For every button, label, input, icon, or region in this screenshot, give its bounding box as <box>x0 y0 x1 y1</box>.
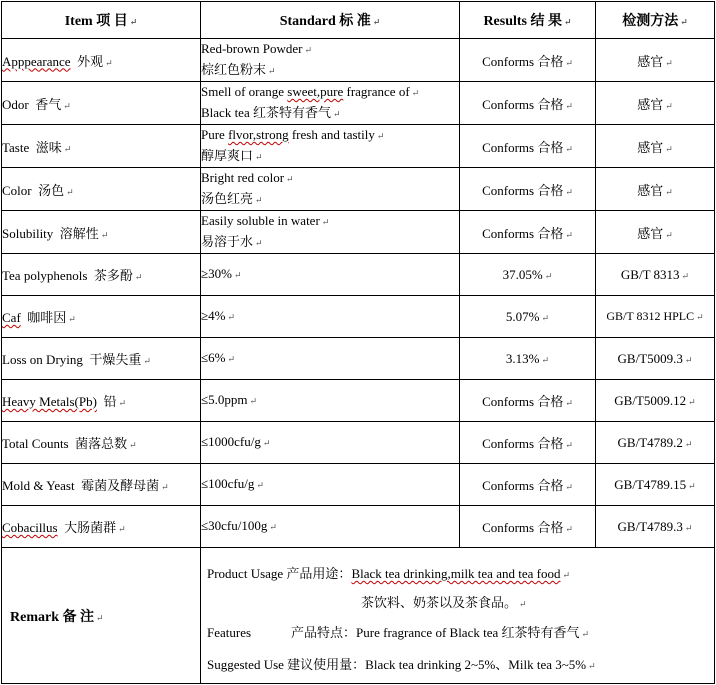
result-value: Conforms 合格 <box>482 96 564 112</box>
standard-cell: Easily soluble in water ↵ 易溶于水 ↵ <box>201 211 460 254</box>
table-row <box>2 338 715 380</box>
item-cn: 汤色 <box>38 182 65 198</box>
method-cell: GB/T4789.15 ↵ <box>596 464 715 506</box>
method-value: GB/T5009.3 <box>617 350 683 366</box>
method-value: GB/T 8313 <box>620 266 680 282</box>
remark-row <box>2 548 715 684</box>
item-cn: 霉菌及酵母菌 <box>81 478 160 493</box>
spellcheck-word: flvor,strong <box>228 127 289 142</box>
standard-cn: 醇厚爽口 <box>201 148 254 163</box>
header-row <box>2 2 715 39</box>
item-cell: Loss on Drying 干燥失重 ↵ <box>2 338 201 380</box>
result-value: Conforms 合格 <box>482 182 564 198</box>
method-cell: GB/T5009.12 ↵ <box>596 380 715 422</box>
result-value: 37.05% <box>502 266 543 282</box>
item-cn: 铅 <box>103 394 117 409</box>
standard-cell: Red-brown Powder ↵ 棕红色粉末 ↵ <box>201 39 460 82</box>
method-cell: 感官 ↵ <box>596 211 715 254</box>
item-cell: Odor 香气 ↵ <box>2 82 201 125</box>
result-cell: Conforms 合格 ↵ <box>460 39 596 82</box>
item-cell: Heavy Metals(Pb) 铅 ↵ <box>2 380 201 422</box>
standard-en: Easily soluble in water <box>201 213 320 228</box>
item-en: Color <box>2 182 32 198</box>
spec-table <box>1 1 715 684</box>
header-standard: Standard 标 准 ↵ <box>201 2 460 39</box>
result-value: 5.07% <box>505 308 540 324</box>
method-value: GB/T4789.2 <box>617 434 683 450</box>
method-value: 感官 <box>637 182 664 198</box>
item-cn: 溶解性 <box>59 225 99 241</box>
standard-cell: Pure flvor,strong fresh and tastily ↵ 醇厚爽口 ↵ <box>201 125 460 168</box>
item-cell: Caf 咖啡因 ↵ <box>2 296 201 338</box>
table-row <box>2 422 715 464</box>
method-value: GB/T4789.15 <box>614 476 687 492</box>
result-value: Conforms 合格 <box>482 478 564 493</box>
standard-cell: ≤30cfu/100g ↵ <box>201 506 460 548</box>
result-cell: Conforms 合格 ↵ <box>460 380 596 422</box>
standard-en: Red-brown Powder <box>201 41 303 56</box>
method-cell: GB/T 8312 HPLC ↵ <box>596 296 715 338</box>
standard-en: ≥4% <box>201 308 226 323</box>
item-en: Odor <box>2 96 29 112</box>
item-cell: Cobacillus 大肠菌群 ↵ <box>2 506 201 548</box>
table-row <box>2 168 715 211</box>
method-cell: GB/T5009.3 ↵ <box>596 338 715 380</box>
result-cell: Conforms 合格 ↵ <box>460 506 596 548</box>
result-cell: 37.05% ↵ <box>460 254 596 296</box>
item-cn: 菌落总数 <box>75 436 128 451</box>
result-cell: 5.07% ↵ <box>460 296 596 338</box>
result-value: Conforms 合格 <box>482 520 564 535</box>
result-value: Conforms 合格 <box>482 139 564 155</box>
standard-cell: ≤6% ↵ <box>201 338 460 380</box>
standard-en: Bright red color <box>201 170 285 185</box>
standard-cell: Bright red color ↵ 汤色红亮 ↵ <box>201 168 460 211</box>
standard-en: ≤1000cfu/g <box>201 434 261 449</box>
result-value: Conforms 合格 <box>482 394 564 409</box>
item-en: Total Counts <box>2 436 69 451</box>
result-cell: Conforms 合格 ↵ <box>460 82 596 125</box>
standard-cell: ≤5.0ppm ↵ <box>201 380 460 422</box>
method-cell: 感官 ↵ <box>596 168 715 211</box>
item-cell: Mold & Yeast 霉菌及酵母菌 ↵ <box>2 464 201 506</box>
method-cell: 感官 ↵ <box>596 125 715 168</box>
method-cell: GB/T4789.2 ↵ <box>596 422 715 464</box>
item-en: Heavy Metals(Pb) <box>2 394 97 409</box>
item-cn: 滋味 <box>35 139 62 155</box>
table-row <box>2 125 715 168</box>
remark-content <box>201 548 715 684</box>
standard-cell: ≤100cfu/g ↵ <box>201 464 460 506</box>
result-cell: Conforms 合格 ↵ <box>460 125 596 168</box>
standard-en: ≤5.0ppm <box>201 392 248 407</box>
method-cell: 感官 ↵ <box>596 39 715 82</box>
remark-suggested: Suggested Use 建议使用量：Black tea drinking 2~5%、Milk tea 3~5% ↵ <box>207 657 596 672</box>
standard-cell: ≥30% ↵ <box>201 254 460 296</box>
standard-en: ≤100cfu/g <box>201 476 255 491</box>
item-en: Tea polyphenols <box>2 268 88 283</box>
result-cell: Conforms 合格 ↵ <box>460 211 596 254</box>
table-row <box>2 506 715 548</box>
item-en: Mold & Yeast <box>2 478 75 493</box>
item-en: Solubility <box>2 225 54 241</box>
item-cn: 香气 <box>35 96 62 112</box>
item-en: Apppearance <box>2 53 71 69</box>
result-value: Conforms 合格 <box>482 436 564 451</box>
item-cell: Total Counts 菌落总数 ↵ <box>2 422 201 464</box>
method-cell: 感官 ↵ <box>596 82 715 125</box>
standard-en: ≤30cfu/100g <box>201 518 268 533</box>
item-cell: Solubility 溶解性 ↵ <box>2 211 201 254</box>
remark-usage: Product Usage 产品用途：Black tea drinking,milk tea and tea food ↵ <box>207 566 570 581</box>
standard-en: Pure flvor,strong fresh and tastily <box>201 127 375 142</box>
remark-label-cell: Remark 备 注 ↵ <box>2 548 201 684</box>
standard-en: Smell of orange sweet,pure fragrance of <box>201 84 410 99</box>
table-body <box>2 39 715 548</box>
table-row <box>2 254 715 296</box>
standard-cell: ≥4% ↵ <box>201 296 460 338</box>
result-cell: Conforms 合格 ↵ <box>460 168 596 211</box>
remark-usage-cn: 茶饮料、奶茶以及茶食品。 ↵ <box>361 595 527 610</box>
method-value: 感官 <box>637 53 664 69</box>
table-row <box>2 464 715 506</box>
method-value: GB/T4789.3 <box>617 518 683 534</box>
standard-en: ≤6% <box>201 350 226 365</box>
item-en: Cobacillus <box>2 520 58 535</box>
standard-en: ≥30% <box>201 266 232 281</box>
standard-cn: Black tea 红茶特有香气 <box>201 105 331 120</box>
item-cell: Color 汤色 ↵ <box>2 168 201 211</box>
standard-cell: ≤1000cfu/g ↵ <box>201 422 460 464</box>
result-value: Conforms 合格 <box>482 53 564 69</box>
result-cell: Conforms 合格 ↵ <box>460 464 596 506</box>
result-value: 3.13% <box>505 350 540 366</box>
standard-cn: 汤色红亮 <box>201 191 254 206</box>
item-en: Caf <box>2 310 21 325</box>
table-row <box>2 380 715 422</box>
table-row <box>2 39 715 82</box>
table-row <box>2 296 715 338</box>
item-cell: Tea polyphenols 茶多酚 ↵ <box>2 254 201 296</box>
header-item: Item 项 目 ↵ <box>2 2 201 39</box>
standard-cell: Smell of orange sweet,pure fragrance of ↵ Black tea 红茶特有香气 ↵ <box>201 82 460 125</box>
table-row <box>2 211 715 254</box>
item-cn: 外观 <box>77 53 104 69</box>
remark-label: Remark 备 注 <box>10 609 94 625</box>
method-value: GB/T5009.12 <box>614 392 687 408</box>
method-value: GB/T 8312 HPLC <box>606 309 695 323</box>
header-method: 检测方法 ↵ <box>596 2 715 39</box>
result-value: Conforms 合格 <box>482 225 564 241</box>
item-cell: Apppearance 外观 ↵ <box>2 39 201 82</box>
item-en: Loss on Drying <box>2 352 83 367</box>
result-cell: 3.13% ↵ <box>460 338 596 380</box>
method-value: 感官 <box>637 139 664 155</box>
standard-cn: 棕红色粉末 <box>201 62 267 77</box>
item-en: Taste <box>2 139 30 155</box>
item-cn: 咖啡因 <box>27 310 67 325</box>
header-results: Results 结 果 ↵ <box>460 2 596 39</box>
table-row <box>2 82 715 125</box>
item-cn: 大肠菌群 <box>64 520 117 535</box>
result-cell: Conforms 合格 ↵ <box>460 422 596 464</box>
item-cn: 干燥失重 <box>89 352 142 367</box>
method-value: 感官 <box>637 225 664 241</box>
method-cell: GB/T4789.3 ↵ <box>596 506 715 548</box>
remark-features: Features 产品特点：Pure fragrance of Black tea 红茶特有香气 ↵ <box>207 625 590 640</box>
standard-cn: 易溶于水 <box>201 234 254 249</box>
spellcheck-word: sweet,pure <box>287 84 344 99</box>
method-cell: GB/T 8313 ↵ <box>596 254 715 296</box>
item-cell: Taste 滋味 ↵ <box>2 125 201 168</box>
method-value: 感官 <box>637 96 664 112</box>
item-cn: 茶多酚 <box>93 268 133 283</box>
